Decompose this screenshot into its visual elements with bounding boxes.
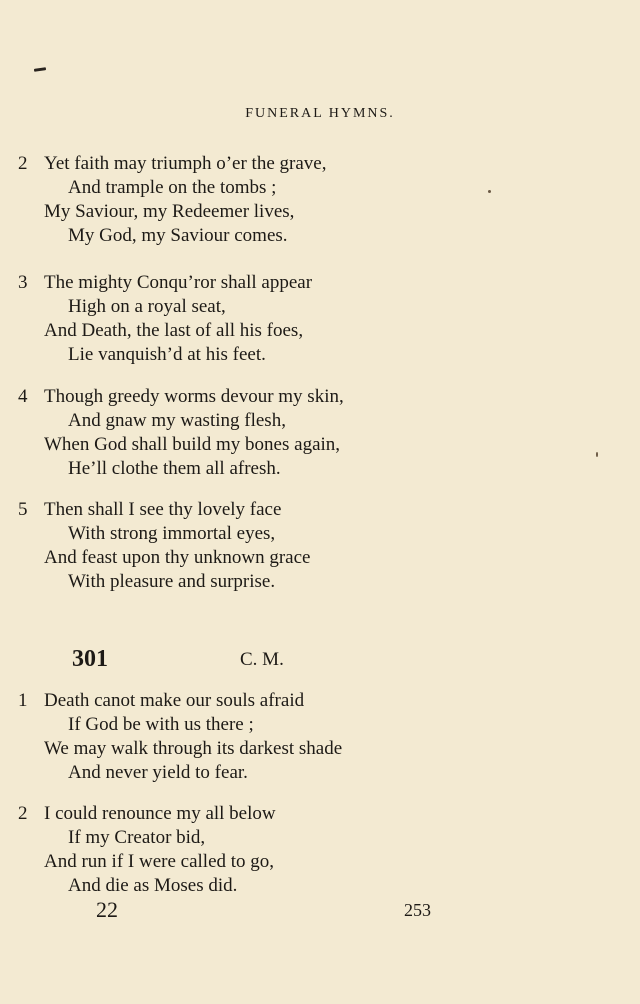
stanza-number: 2 <box>18 153 28 174</box>
verse-line: And trample on the tombs ; <box>68 177 277 198</box>
verse-line: My Saviour, my Redeemer lives, <box>44 201 295 222</box>
signature-mark: 22 <box>96 897 118 922</box>
page-number: 253 <box>404 900 431 920</box>
verse-line: If God be with us there ; <box>68 714 254 735</box>
verse-line: Then shall I see thy lovely face <box>44 499 282 520</box>
verse-line: The mighty Conqu’ror shall appear <box>44 272 313 293</box>
verse-line: We may walk through its darkest shade <box>44 738 343 759</box>
verse-line: High on a royal seat, <box>68 296 226 317</box>
stanza-number: 5 <box>18 499 28 520</box>
verse-line: Death canot make our souls afraid <box>44 690 305 711</box>
verse-line: Though greedy worms devour my skin, <box>44 386 344 407</box>
stanza-number: 1 <box>18 690 28 711</box>
verse-line: With strong immortal eyes, <box>68 523 276 544</box>
stanza-number: 2 <box>18 803 28 824</box>
stanza <box>18 802 458 898</box>
verse-line: And run if I were called to go, <box>44 851 275 872</box>
stanza <box>18 689 458 785</box>
verse-line: And die as Moses did. <box>68 875 238 896</box>
paper-speck <box>596 452 598 457</box>
verse-line: I could renounce my all below <box>44 803 276 824</box>
verse-line: When God shall build my bones again, <box>44 434 341 455</box>
verse-line: My God, my Saviour comes. <box>68 225 288 246</box>
verse-line: And never yield to fear. <box>68 762 248 783</box>
hymn-heading <box>72 646 284 673</box>
stanza-number: 4 <box>18 386 28 407</box>
stanza <box>18 152 458 248</box>
hymn-number: 301 <box>72 646 108 672</box>
verse-line: And feast upon thy unknown grace <box>44 547 311 568</box>
ink-mark <box>34 67 46 72</box>
verse-line: Yet faith may triumph o’er the grave, <box>44 153 327 174</box>
stanza-number: 3 <box>18 272 28 293</box>
stanza <box>18 271 458 367</box>
verse-line: He’ll clothe them all afresh. <box>68 458 281 479</box>
stanza <box>18 385 458 481</box>
verse-line: If my Creator bid, <box>68 827 206 848</box>
verse-line: With pleasure and surprise. <box>68 571 276 592</box>
running-header: FUNERAL HYMNS. <box>245 106 395 121</box>
paper-speck <box>488 190 491 193</box>
stanza <box>18 498 458 594</box>
verse-line: And Death, the last of all his foes, <box>44 320 304 341</box>
verse-line: Lie vanquish’d at his feet. <box>68 344 266 365</box>
verse-line: And gnaw my wasting flesh, <box>68 410 286 431</box>
hymn-meter: C. M. <box>240 649 284 670</box>
